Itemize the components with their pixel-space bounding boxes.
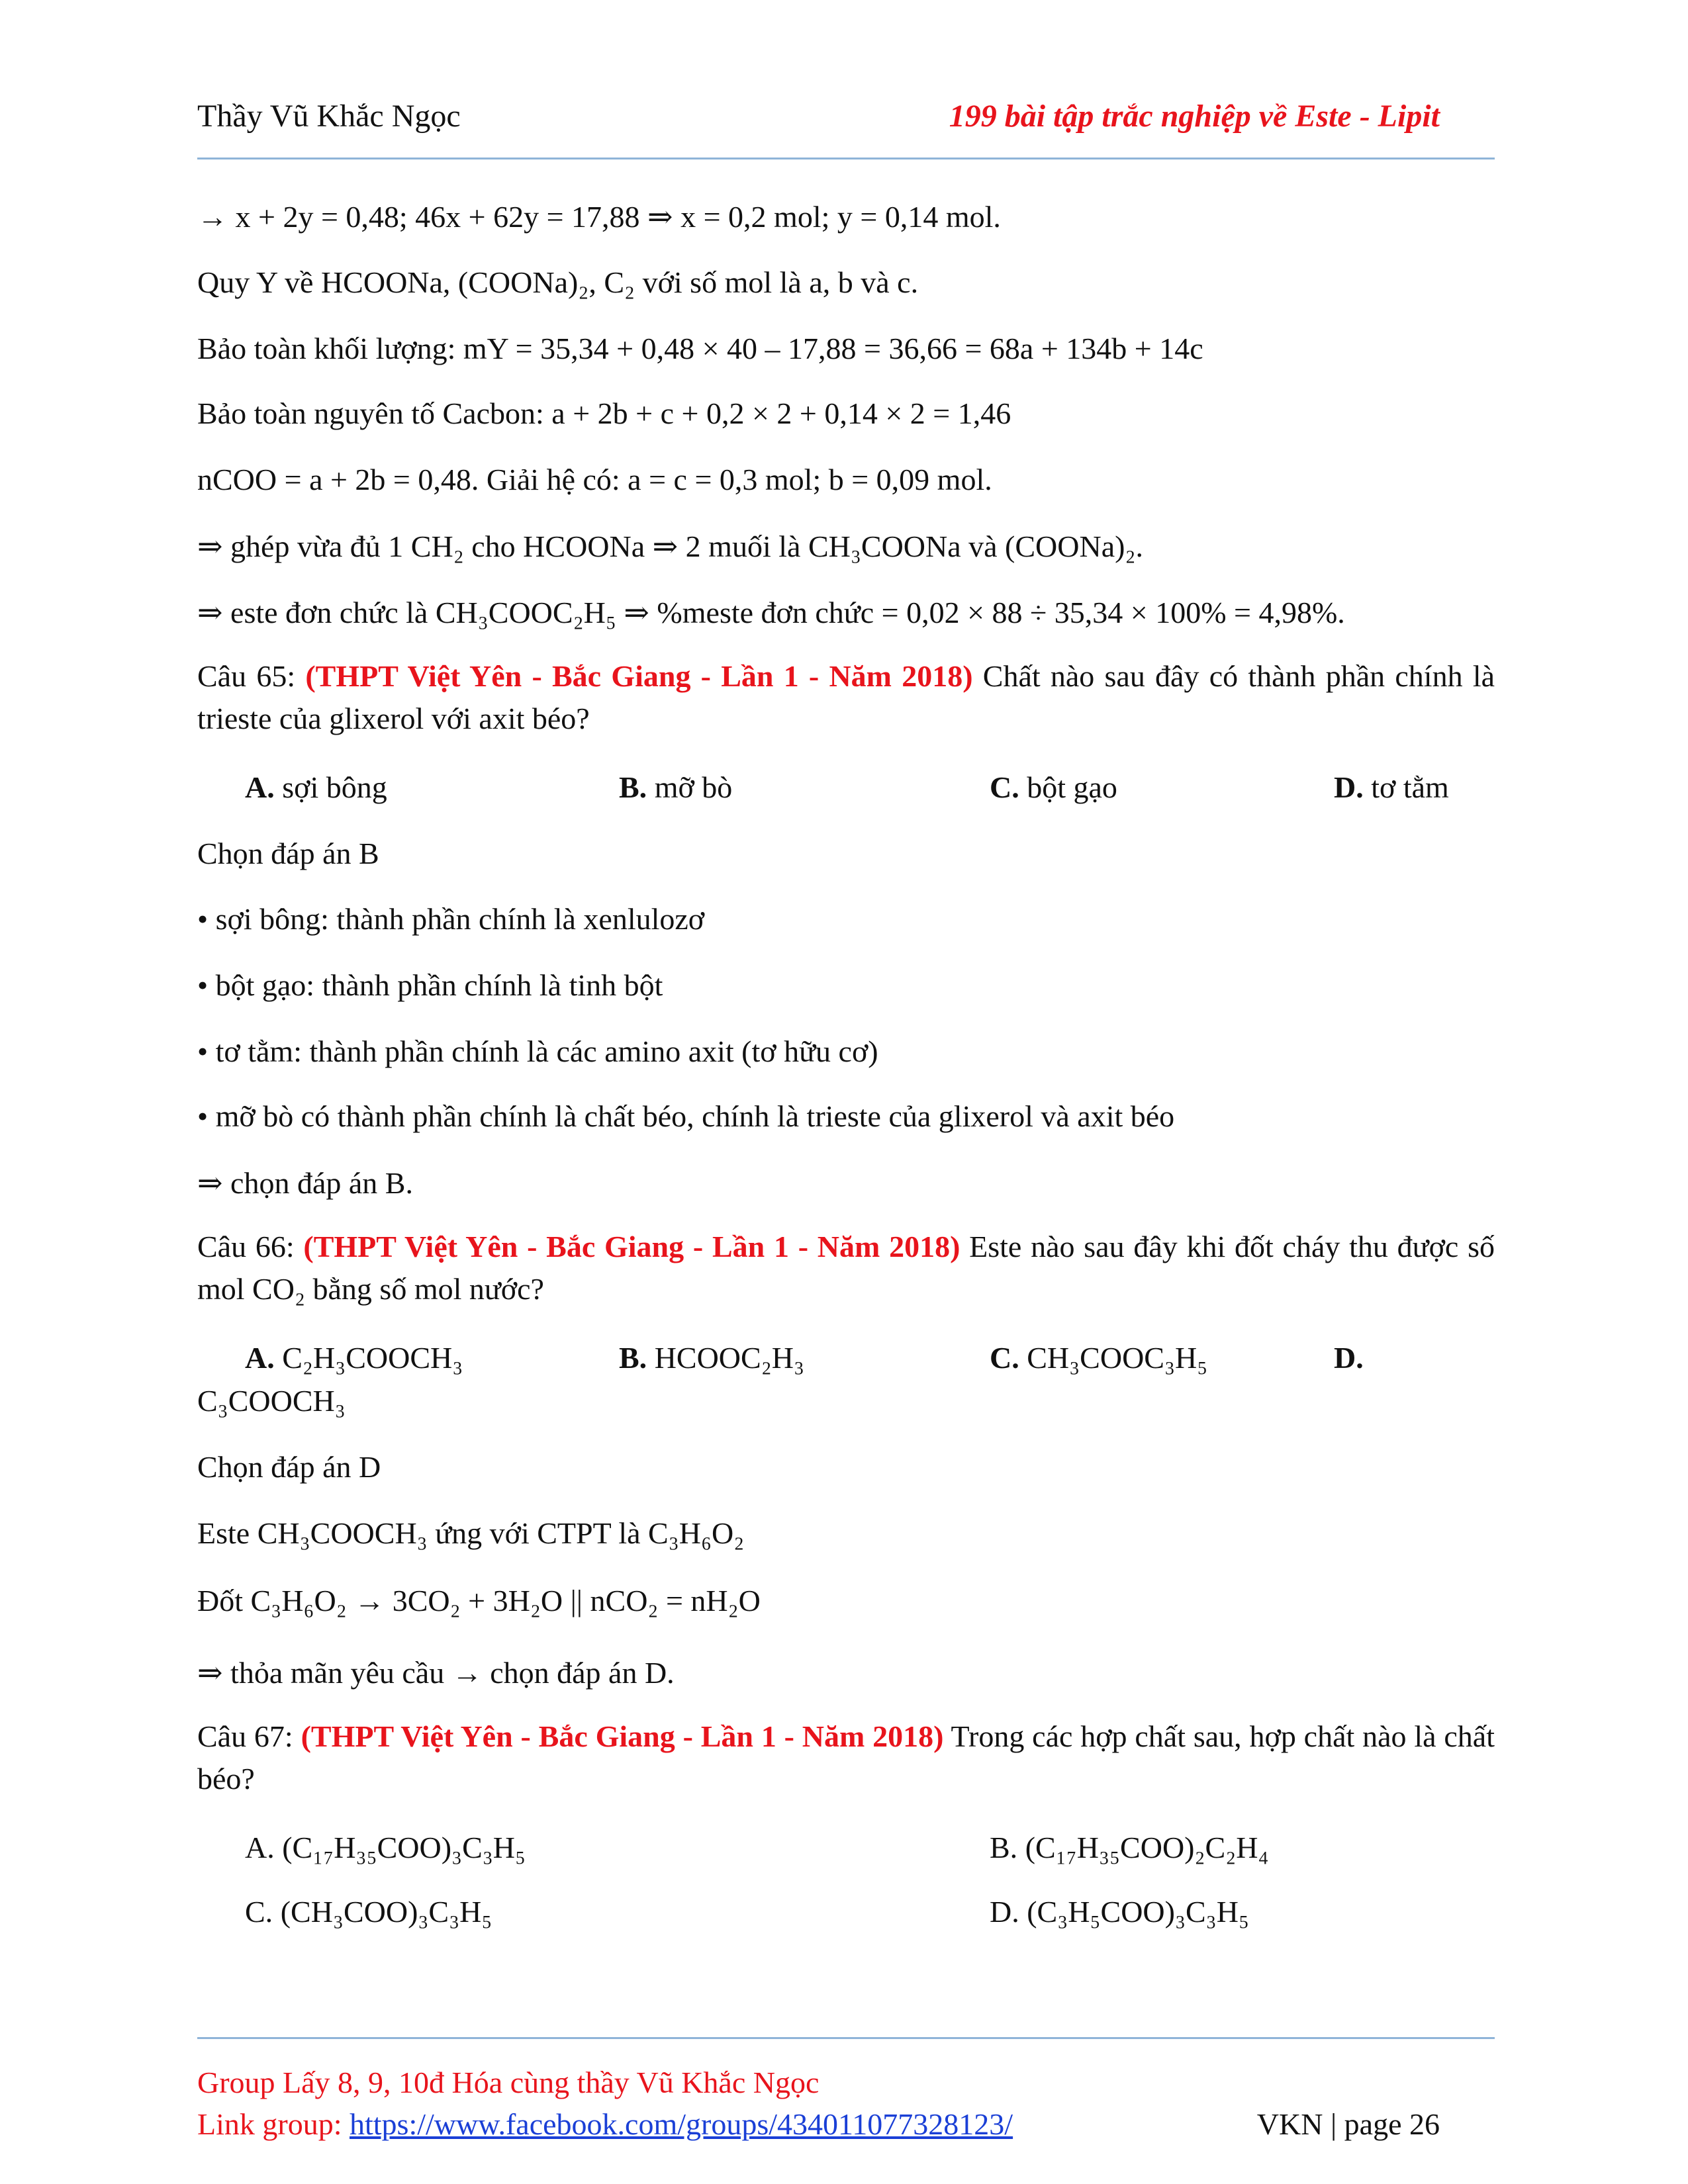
option-a[interactable]: A. C₂H₃COOCH₃ xyxy=(245,1341,463,1375)
footer-link-line xyxy=(197,2107,1013,2142)
header-title: 199 bài tập trắc nghiệp về Este - Lipit xyxy=(949,99,1440,134)
note-line: Đốt C₃H₆O₂ → 3CO₂ + 3H₂O || nCO₂ = nH₂O xyxy=(197,1584,761,1617)
question-source: (THPT Việt Yên - Bắc Giang - Lần 1 - Năm 2018) xyxy=(303,1230,961,1263)
option-d[interactable]: D. tơ tằm xyxy=(1334,770,1449,804)
option-a[interactable]: A. sợi bông xyxy=(245,770,387,804)
option-d-text: C₃COOCH₃ xyxy=(197,1384,346,1418)
note-line: • sợi bông: thành phần chính là xenlulozơ xyxy=(197,902,705,936)
question-text: Chất nào sau đây có thành phần chính là trieste của glixerol với axit béo? xyxy=(197,659,1495,735)
footer-page-number: VKN | page 26 xyxy=(1256,2107,1440,2141)
answer-line: Chọn đáp án B xyxy=(197,837,379,870)
note-line: Este CH₃COOCH₃ ứng với CTPT là C₃H₆O₂ xyxy=(197,1516,745,1550)
option-c[interactable]: C. (CH₃COO)₃C₃H₅ xyxy=(245,1895,492,1929)
solution-line-2: Quy Y về HCOONa, (COONa)₂, C₂ với số mol là a, b và c. xyxy=(197,265,919,299)
footer-link-label: Link group: xyxy=(197,2107,342,2141)
header-divider xyxy=(197,158,1495,159)
option-a[interactable]: A. (C₁₇H₃₅COO)₃C₃H₅ xyxy=(245,1831,526,1864)
answer-line: Chọn đáp án D xyxy=(197,1450,381,1484)
solution-line-5: nCOO = a + 2b = 0,48. Giải hệ có: a = c = 0,3 mol; b = 0,09 mol. xyxy=(197,463,992,496)
solution-line-6: ⇒ ghép vừa đủ 1 CH₂ cho HCOONa ⇒ 2 muối là CH₃COONa và (COONa)₂. xyxy=(197,529,1143,563)
solution-line-1: → x + 2y = 0,48; 46x + 62y = 17,88 ⇒ x = 0,2 mol; y = 0,14 mol. xyxy=(197,200,1001,234)
option-c[interactable]: C. bột gạo xyxy=(990,770,1117,804)
footer-group-link[interactable]: https://www.facebook.com/groups/434011077328123/ xyxy=(349,2107,1013,2141)
question-66 xyxy=(197,1226,1495,1310)
question-number: Câu 65: xyxy=(197,659,296,693)
footer-group: Group Lấy 8, 9, 10đ Hóa cùng thầy Vũ Khắc Ngọc xyxy=(197,2066,820,2099)
question-number: Câu 66: xyxy=(197,1230,295,1263)
question-67 xyxy=(197,1715,1495,1800)
solution-line-3: Bảo toàn khối lượng: mY = 35,34 + 0,48 × 40 – 17,88 = 36,66 = 68a + 134b + 14c xyxy=(197,332,1203,365)
note-line: ⇒ thỏa mãn yêu cầu → chọn đáp án D. xyxy=(197,1656,675,1690)
footer-divider xyxy=(197,2037,1495,2039)
note-line: • mỡ bò có thành phần chính là chất béo, chính là trieste của glixerol và axit béo xyxy=(197,1099,1175,1133)
solution-line-4: Bảo toàn nguyên tố Cacbon: a + 2b + c + 0,2 × 2 + 0,14 × 2 = 1,46 xyxy=(197,396,1011,430)
note-line: ⇒ chọn đáp án B. xyxy=(197,1166,413,1200)
question-source: (THPT Việt Yên - Bắc Giang - Lần 1 - Năm 2018) xyxy=(305,659,973,693)
question-number: Câu 67: xyxy=(197,1719,293,1753)
note-line: • bột gạo: thành phần chính là tinh bột xyxy=(197,968,663,1002)
note-line: • tơ tằm: thành phần chính là các amino axit (tơ hữu cơ) xyxy=(197,1034,878,1068)
option-b[interactable]: B. mỡ bò xyxy=(619,770,733,804)
option-c[interactable]: C. CH₃COOC₃H₅ xyxy=(990,1341,1208,1375)
question-text: Este nào sau đây khi đốt cháy thu được số mol CO₂ bằng số mol nước? xyxy=(197,1230,1495,1306)
question-source: (THPT Việt Yên - Bắc Giang - Lần 1 - Năm 2018) xyxy=(301,1719,944,1753)
question-65 xyxy=(197,655,1495,740)
header-author: Thầy Vũ Khắc Ngọc xyxy=(197,99,461,134)
option-b[interactable]: B. HCOOC₂H₃ xyxy=(619,1341,805,1375)
question-text: Trong các hợp chất sau, hợp chất nào là chất béo? xyxy=(197,1719,1495,1796)
option-b[interactable]: B. (C₁₇H₃₅COO)₂C₂H₄ xyxy=(990,1831,1269,1864)
option-d[interactable]: D. xyxy=(1334,1341,1364,1375)
solution-line-7: ⇒ este đơn chức là CH₃COOC₂H₅ ⇒ %meste đơn chức = 0,02 × 88 ÷ 35,34 × 100% = 4,98%. xyxy=(197,596,1345,629)
option-d[interactable]: D. (C₃H₅COO)₃C₃H₅ xyxy=(990,1895,1249,1929)
